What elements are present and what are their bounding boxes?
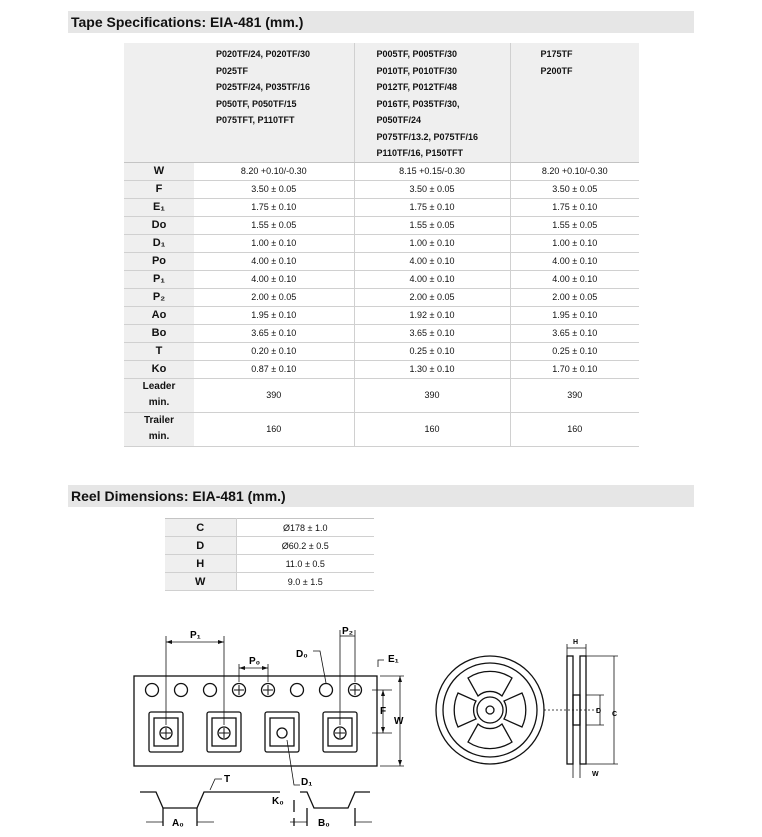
- table-row: [124, 270, 639, 288]
- row-label: W: [124, 162, 194, 180]
- label-f: F: [380, 706, 387, 717]
- cell-value: 1.00 ± 0.10: [354, 234, 510, 252]
- header-part-number: P025TF/24, P035TF/16: [216, 82, 311, 92]
- cell-value: 4.00 ± 0.10: [354, 252, 510, 270]
- row-label: T: [124, 342, 194, 360]
- table-row-trailer: [124, 412, 639, 446]
- label-a0: A₀: [172, 818, 184, 829]
- table-row: [165, 537, 374, 555]
- cell-value: 2.00 ± 0.05: [194, 288, 354, 306]
- reel-dim-title: Reel Dimensions: EIA-481 (mm.): [68, 485, 694, 507]
- row-label: W: [165, 573, 236, 591]
- label-reel-h: H: [573, 639, 579, 646]
- cell-value: 3.50 ± 0.05: [194, 180, 354, 198]
- table-row: [165, 519, 374, 537]
- row-label: D₁: [124, 234, 194, 252]
- header-col-2: [354, 43, 510, 162]
- label-d1: D₁: [301, 777, 313, 788]
- cell-value: 3.50 ± 0.05: [510, 180, 639, 198]
- label-b0: B₀: [318, 818, 330, 829]
- label-d0: D₀: [296, 649, 308, 660]
- reel-front-view: [436, 656, 544, 764]
- cell-value: 0.20 ± 0.10: [194, 342, 354, 360]
- label-reel-c: C: [612, 711, 618, 718]
- cell-value: 1.75 ± 0.10: [354, 198, 510, 216]
- table-row: [124, 360, 639, 378]
- label-p0: P₀: [249, 656, 261, 667]
- cell-value: 160: [510, 412, 639, 446]
- cell-value: 8.20 +0.10/-0.30: [510, 162, 639, 180]
- table-header-row: [124, 43, 639, 162]
- pocket-crosshairs: [161, 728, 345, 738]
- reel-dim-table: [165, 518, 374, 591]
- row-label: P₁: [124, 270, 194, 288]
- table-row: [124, 198, 639, 216]
- header-part-number: P016TF, P035TF/30,: [376, 98, 460, 109]
- header-part-number: P075TFT, P110TFT: [216, 115, 295, 125]
- header-part-number: P175TF: [540, 49, 573, 59]
- row-label: Bo: [124, 324, 194, 342]
- cell-value: 8.20 +0.10/-0.30: [194, 162, 354, 180]
- row-label: Trailer min.: [124, 412, 194, 446]
- tape-pockets: [149, 712, 357, 752]
- table-row: [165, 555, 374, 573]
- header-corner: [124, 43, 194, 162]
- cell-value: 1.00 ± 0.10: [194, 234, 354, 252]
- header-part-number: P110TF/16, P150TFT: [376, 148, 464, 158]
- header-part-number: P200TF: [540, 65, 573, 76]
- cell-value: Ø60.2 ± 0.5: [236, 537, 374, 555]
- table-row: [165, 573, 374, 591]
- row-label: Ao: [124, 306, 194, 324]
- table-row: [124, 324, 639, 342]
- label-p1: P₁: [190, 630, 201, 641]
- cell-value: 1.55 ± 0.05: [510, 216, 639, 234]
- cell-value: 0.87 ± 0.10: [194, 360, 354, 378]
- label-e1: E₁: [388, 654, 399, 665]
- row-label: Ko: [124, 360, 194, 378]
- header-part-number: P050TF, P050TF/15: [216, 98, 297, 109]
- label-t: T: [224, 774, 231, 785]
- table-row: [124, 162, 639, 180]
- table-row: [124, 342, 639, 360]
- cell-value: Ø178 ± 1.0: [236, 519, 374, 537]
- cell-value: 1.95 ± 0.10: [194, 306, 354, 324]
- tape-spec-table: [124, 43, 639, 447]
- header-col-3: [510, 43, 639, 162]
- cell-value: 8.15 +0.15/-0.30: [354, 162, 510, 180]
- table-row: [124, 216, 639, 234]
- header-part-number: P020TF/24, P020TF/30: [216, 49, 311, 59]
- cell-value: 2.00 ± 0.05: [510, 288, 639, 306]
- cell-value: 160: [354, 412, 510, 446]
- cell-value: 1.75 ± 0.10: [510, 198, 639, 216]
- cell-value: 4.00 ± 0.10: [510, 252, 639, 270]
- row-label: D: [165, 537, 236, 555]
- cell-value: 4.00 ± 0.10: [194, 270, 354, 288]
- cell-value: 390: [510, 378, 639, 412]
- cell-value: 390: [354, 378, 510, 412]
- cell-value: 1.95 ± 0.10: [510, 306, 639, 324]
- cell-value: 4.00 ± 0.10: [354, 270, 510, 288]
- row-label: Leader min.: [124, 378, 194, 412]
- cell-value: 390: [194, 378, 354, 412]
- cell-value: 0.25 ± 0.10: [510, 342, 639, 360]
- cell-value: 1.00 ± 0.10: [510, 234, 639, 252]
- header-part-number: P005TF, P005TF/30: [376, 49, 458, 59]
- header-part-number: P010TF, P010TF/30: [376, 65, 458, 76]
- table-row: [124, 180, 639, 198]
- cell-value: 1.55 ± 0.05: [194, 216, 354, 234]
- table-row: [124, 288, 639, 306]
- cell-value: 4.00 ± 0.10: [194, 252, 354, 270]
- header-part-number: P050TF/24: [376, 115, 422, 125]
- label-p2: P₂: [342, 626, 354, 637]
- table-row-leader: [124, 378, 639, 412]
- cell-value: 160: [194, 412, 354, 446]
- header-part-number: P025TF: [216, 65, 249, 76]
- cell-value: 0.25 ± 0.10: [354, 342, 510, 360]
- reel-dims: [544, 644, 618, 778]
- header-part-number: P012TF, P012TF/48: [376, 82, 458, 92]
- dimension-arrows: [166, 640, 402, 766]
- row-label: C: [165, 519, 236, 537]
- header-part-number: P075TF/13.2, P075TF/16: [376, 131, 479, 142]
- row-label: Po: [124, 252, 194, 270]
- cell-value: 11.0 ± 0.5: [236, 555, 374, 573]
- cell-value: 3.65 ± 0.10: [354, 324, 510, 342]
- cell-value: 1.30 ± 0.10: [354, 360, 510, 378]
- cell-value: 3.50 ± 0.05: [354, 180, 510, 198]
- cell-value: 2.00 ± 0.05: [354, 288, 510, 306]
- label-reel-d: D: [596, 708, 602, 715]
- header-col-1: [194, 43, 354, 162]
- table-row: [124, 252, 639, 270]
- tape-spec-title: Tape Specifications: EIA-481 (mm.): [68, 11, 694, 33]
- tape-reel-diagram: [0, 600, 762, 837]
- row-label: H: [165, 555, 236, 573]
- cell-value: 3.65 ± 0.10: [510, 324, 639, 342]
- table-row: [124, 234, 639, 252]
- label-w: W: [394, 716, 404, 727]
- cell-value: 1.70 ± 0.10: [510, 360, 639, 378]
- cell-value: 4.00 ± 0.10: [510, 270, 639, 288]
- row-label: Do: [124, 216, 194, 234]
- cell-value: 3.65 ± 0.10: [194, 324, 354, 342]
- row-label: P₂: [124, 288, 194, 306]
- cell-value: 1.75 ± 0.10: [194, 198, 354, 216]
- sprocket-crosshairs: [234, 685, 360, 695]
- sprocket-holes: [146, 684, 362, 697]
- cell-value: 1.92 ± 0.10: [354, 306, 510, 324]
- table-row: [124, 306, 639, 324]
- cell-value: 1.55 ± 0.05: [354, 216, 510, 234]
- row-label: E₁: [124, 198, 194, 216]
- cell-value: 9.0 ± 1.5: [236, 573, 374, 591]
- label-reel-w: W: [592, 771, 599, 778]
- label-k0: K₀: [272, 796, 284, 807]
- row-label: F: [124, 180, 194, 198]
